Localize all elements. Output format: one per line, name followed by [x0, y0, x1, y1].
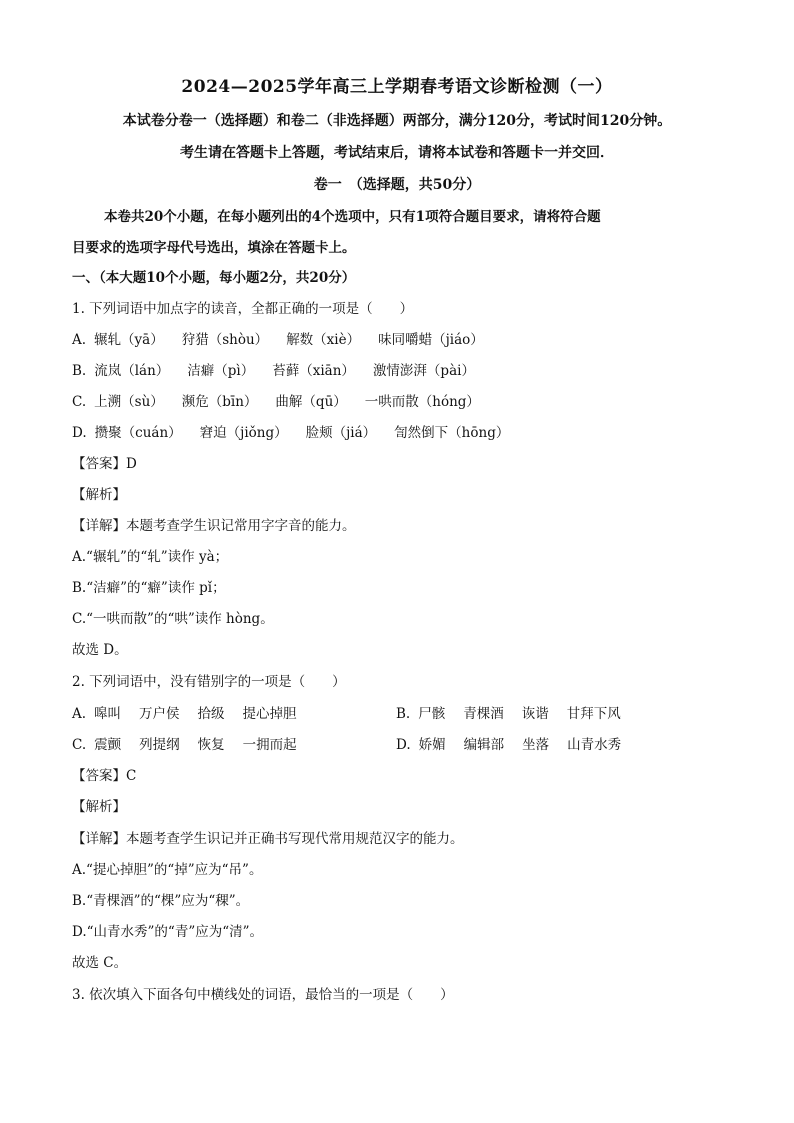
option-item: 震颤 [94, 737, 122, 753]
option-item: 狩猎（shòu） [181, 332, 269, 348]
q1-option-a [72, 328, 502, 348]
q2-answer: 【答案】C [72, 768, 137, 784]
q1-option-d [72, 421, 527, 441]
option-item: 窘迫（jiǒng） [199, 425, 288, 441]
section-note-2: 目要求的选项字母代号选出，填涂在答题卡上。 [72, 240, 356, 256]
option-item: 一哄而散（hóng） [364, 394, 480, 410]
q1-analysis-label: 【解析】 [72, 487, 126, 503]
q2-option-d [396, 733, 639, 753]
q1-option-c [72, 390, 498, 410]
q2-option-c [72, 733, 315, 753]
section-title: 卷一 （选择题，共50分） [313, 177, 481, 193]
option-letter: C. [72, 737, 87, 753]
option-item: 辗轧（yā） [94, 332, 164, 348]
option-item: 濒危（bīn） [181, 394, 258, 410]
intro-line-2: 考生请在答题卡上答题，考试结束后，请将本试卷和答题卡一并交回． [180, 145, 614, 161]
option-item: 解数（xiè） [286, 332, 361, 348]
option-item: 苔藓（xiān） [272, 363, 355, 379]
option-letter: B. [396, 706, 411, 722]
option-letter: D. [396, 737, 411, 753]
q1-explain-c: C.“一哄而散”的“哄”读作 hòng。 [72, 611, 274, 627]
option-item: 坐落 [522, 737, 550, 753]
option-item: 流岚（lán） [94, 363, 170, 379]
option-item: 一拥而起 [242, 737, 297, 753]
option-item: 拾级 [197, 706, 225, 722]
option-item: 激情澎湃（pài） [372, 363, 475, 379]
option-item: 訇然倒下（hōng） [394, 425, 510, 441]
option-item: 甘拜下风 [566, 706, 621, 722]
option-item: 诙谐 [521, 706, 549, 722]
exam-title: 2024—2025学年高三上学期春考语文诊断检测（一） [181, 77, 613, 97]
option-letter: A. [72, 706, 87, 722]
option-item: 攒聚（cuán） [94, 425, 182, 441]
option-item: 上溯（sù） [94, 394, 164, 410]
option-item: 味同嚼蜡（jiáo） [378, 332, 484, 348]
option-letter: D. [72, 425, 87, 441]
q1-explain-b: B.“洁癖”的“癖”读作 pǐ； [72, 580, 226, 596]
q1-option-b [72, 359, 493, 379]
q3-stem: 3. 依次填入下面各句中横线处的词语，最恰当的一项是（ ） [72, 987, 454, 1003]
option-item: 洁癖（pì） [187, 363, 255, 379]
q2-option-b [396, 702, 639, 722]
option-item: 恢复 [197, 737, 225, 753]
option-item: 提心掉胆 [242, 706, 297, 722]
option-item: 尸骸 [418, 706, 446, 722]
intro-line-1: 本试卷分卷一（选择题）和卷二（非选择题）两部分，满分120分，考试时间120分钟。 [122, 113, 672, 129]
q2-choose: 故选 C。 [72, 955, 128, 971]
part-title: 一、（本大题10个小题，每小题2分，共20分） [72, 270, 356, 286]
q2-analysis-label: 【解析】 [72, 799, 126, 815]
option-letter: C. [72, 394, 87, 410]
q1-stem: 1. 下列词语中加点字的读音，全都正确的一项是（ ） [72, 301, 414, 317]
q1-answer: 【答案】D [72, 456, 137, 472]
q1-choose: 故选 D。 [72, 642, 128, 658]
option-item: 娇媚 [418, 737, 446, 753]
q1-detail: 【详解】本题考查学生识记常用字字音的能力。 [72, 518, 356, 534]
option-letter: B. [72, 363, 87, 379]
option-item: 嗥叫 [94, 706, 122, 722]
option-item: 山青水秀 [567, 737, 622, 753]
q2-detail: 【详解】本题考查学生识记并正确书写现代常用规范汉字的能力。 [72, 831, 464, 847]
option-item: 青棵酒 [463, 706, 504, 722]
option-item: 列提纲 [139, 737, 180, 753]
q1-explain-a: A.“辗轧”的“轧”读作 yà； [72, 549, 229, 565]
option-letter: A. [72, 332, 87, 348]
q2-stem: 2. 下列词语中，没有错别字的一项是（ ） [72, 674, 346, 690]
q2-option-a [72, 702, 315, 722]
q2-explain-b: B.“青棵酒”的“棵”应为“稞”。 [72, 893, 250, 909]
q2-explain-d: D.“山青水秀”的“青”应为“清”。 [72, 924, 264, 940]
q2-explain-a: A.“提心掉胆”的“掉”应为“吊”。 [72, 862, 263, 878]
option-item: 脸颊（jiá） [305, 425, 377, 441]
option-item: 万户侯 [139, 706, 180, 722]
option-item: 编辑部 [463, 737, 505, 753]
option-item: 曲解（qū） [275, 394, 347, 410]
section-note-1: 本卷共20个小题，在每小题列出的4个选项中，只有1项符合题目要求，请将符合题 [104, 209, 601, 225]
